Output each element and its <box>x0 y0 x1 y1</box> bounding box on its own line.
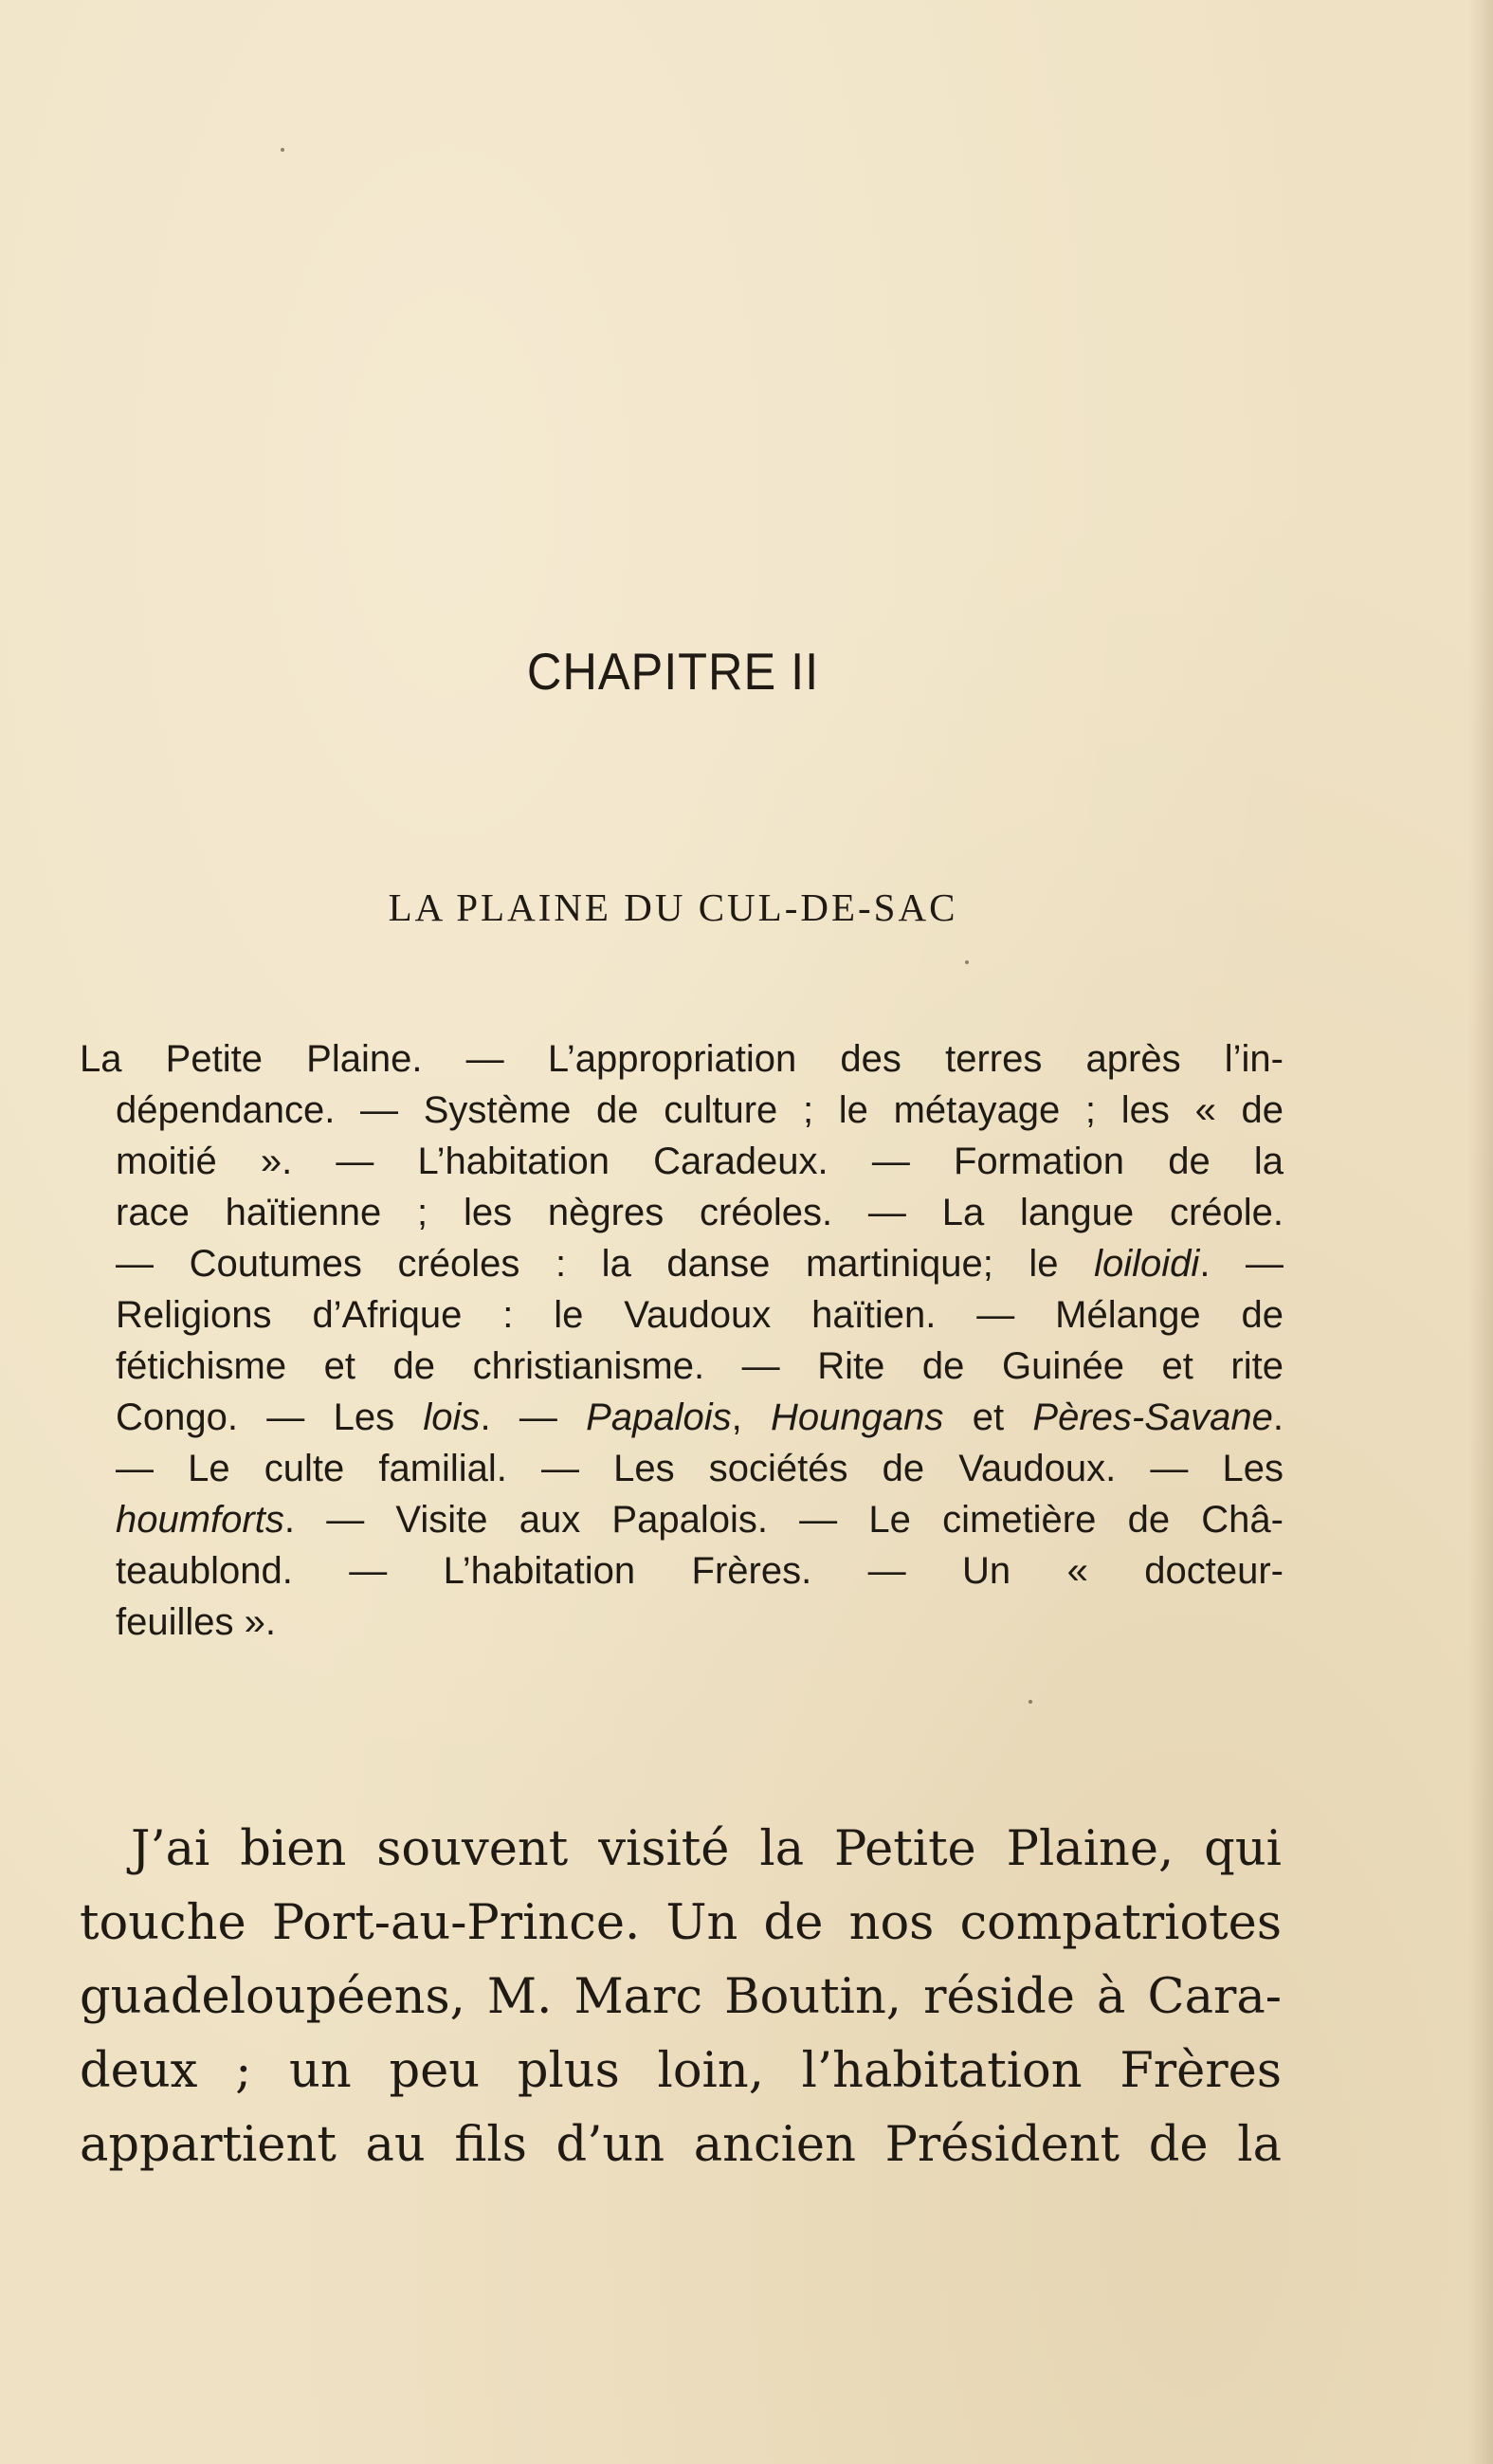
summary-line: teaublond. — L’habitation Frères. — Un « docteur- <box>116 1550 1284 1592</box>
summary-line: — Le culte familial. — Les sociétés de Vaudoux. — Les <box>116 1448 1284 1489</box>
italic-term: Papalois <box>586 1396 732 1438</box>
body-line: guadeloupéens, M. Marc Boutin, réside à Cara- <box>80 1969 1282 2025</box>
body-line: deux ; un peu plus loin, l’habitation Frères <box>80 2043 1282 2099</box>
summary-line: houmforts. — Visite aux Papalois. — Le cimetière de Châ- <box>116 1499 1284 1541</box>
body-paragraph <box>80 1813 1282 2182</box>
chapter-title: LA PLAINE DU CUL-DE-SAC <box>388 885 958 929</box>
paper-speck <box>281 148 284 152</box>
italic-term: lois <box>423 1396 481 1438</box>
summary-line: dépendance. — Système de culture ; le métayage ; les « de <box>116 1089 1284 1131</box>
summary-line: race haïtienne ; les nègres créoles. — La langue créole. <box>116 1192 1284 1233</box>
summary-line: Religions d’Afrique : le Vaudoux haïtien. — Mélange de <box>116 1294 1284 1336</box>
body-line: appartient au fils d’un ancien Président de la <box>80 2117 1282 2173</box>
summary-line: feuilles ». <box>116 1601 276 1643</box>
body-line: touche Port-au-Prince. Un de nos compatriotes <box>80 1895 1282 1951</box>
italic-term: houmforts <box>116 1499 284 1541</box>
summary-line: Congo. — Les lois. — Papalois, Houngans et Pères-Savane. <box>116 1396 1284 1438</box>
italic-term: Pères-Savane <box>1032 1396 1273 1438</box>
body-line: J’ai bien souvent visité la Petite Plaine, qui <box>131 1821 1282 1877</box>
summary-line: — Coutumes créoles : la danse martinique; le loiloidi. — <box>116 1243 1284 1285</box>
summary-line: fétichisme et de christianisme. — Rite de Guinée et rite <box>116 1345 1284 1387</box>
italic-term: Houngans <box>771 1396 944 1438</box>
summary-line: La Petite Plaine. — L’appropriation des terres après l’in- <box>80 1038 1284 1080</box>
chapter-number: CHAPITRE II <box>526 642 820 701</box>
paper-speck <box>1029 1700 1032 1704</box>
italic-term: loiloidi <box>1094 1243 1200 1285</box>
summary-line: moitié ». — L’habitation Caradeux. — Formation de la <box>116 1141 1284 1182</box>
paper-speck <box>965 960 969 964</box>
chapter-summary <box>80 1033 1284 1648</box>
